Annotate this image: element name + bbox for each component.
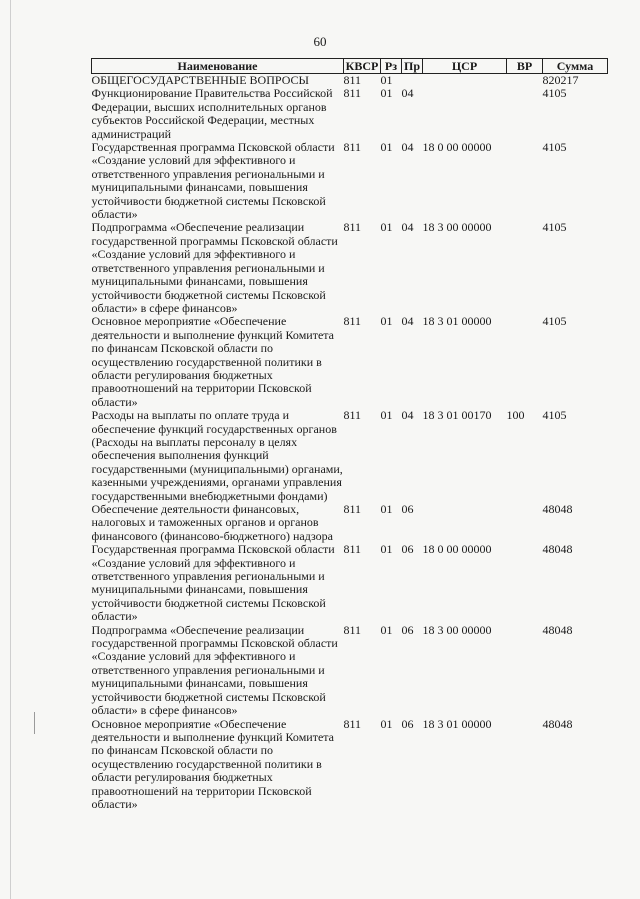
cell-vr xyxy=(507,74,543,88)
table-row xyxy=(92,221,608,315)
table-row xyxy=(92,624,608,718)
table-body xyxy=(92,74,608,812)
cell-sum: 48048 xyxy=(542,502,573,516)
cell-kvsr: 811 xyxy=(343,716,362,731)
table-row xyxy=(92,409,608,503)
cell-vr xyxy=(507,543,543,623)
cell-sum: 48048 xyxy=(542,622,573,637)
table-row xyxy=(92,543,608,623)
cell-kvsr: 811 xyxy=(343,502,362,516)
cell-rz: 01 xyxy=(380,622,393,637)
cell-sum: 4105 xyxy=(542,86,567,101)
header-sum: Сумма xyxy=(543,59,608,74)
cell-pr: 06 xyxy=(401,622,414,637)
cell-name: Основное мероприятие «Обеспечение деятельности и выполнение функций Комитета по финансам Псковской области по осуществлению государственной политики в области регулирования бюджетных правоотношений на территории Псковской области» xyxy=(91,314,334,409)
cell-vr xyxy=(507,141,543,221)
table-row xyxy=(92,141,608,221)
cell-rz: 01 xyxy=(380,542,393,557)
table-row xyxy=(92,718,608,812)
budget-table xyxy=(91,58,608,811)
scan-edge-line xyxy=(10,0,11,899)
cell-name: Основное мероприятие «Обеспечение деятельности и выполнение функций Комитета по финансам Псковской области по осуществлению государственной политики в области регулирования бюджетных правоотношений на территории Псковской области» xyxy=(91,716,334,811)
cell-rz: 01 xyxy=(380,73,393,87)
cell-sum: 4105 xyxy=(542,140,567,155)
cell-csr xyxy=(423,74,507,88)
cell-name: Государственная программа Псковской области «Создание условий для эффективного и ответственного управления региональными и муниципальными финансами, повышения устойчивости бюджетной системы Псковской области» xyxy=(91,542,335,624)
cell-sum: 48048 xyxy=(542,716,573,731)
table-row xyxy=(92,87,608,141)
cell-rz: 01 xyxy=(380,408,393,423)
cell-vr xyxy=(507,503,543,543)
cell-vr xyxy=(507,221,543,315)
cell-pr: 04 xyxy=(401,220,414,235)
header-csr: ЦСР xyxy=(423,59,507,74)
cell-sum: 48048 xyxy=(542,542,573,557)
table-row xyxy=(92,503,608,543)
cell-rz: 01 xyxy=(380,314,393,329)
cell-pr: 04 xyxy=(401,314,414,329)
table-row xyxy=(92,315,608,409)
cell-csr: 18 0 00 00000 xyxy=(422,542,492,557)
cell-rz: 01 xyxy=(380,86,393,101)
cell-kvsr: 811 xyxy=(343,542,362,557)
cell-kvsr: 811 xyxy=(343,220,362,235)
header-kvsr: КВСР xyxy=(344,59,381,74)
page-number: 60 xyxy=(313,34,327,49)
header-vr: ВР xyxy=(507,59,543,74)
cell-kvsr: 811 xyxy=(343,73,362,87)
cell-csr: 18 3 01 00000 xyxy=(422,716,492,731)
cell-csr: 18 3 01 00000 xyxy=(422,314,492,329)
cell-name: Обеспечение деятельности финансовых, налоговых и таможенных органов и органов финансового (финансово-бюджетного) надзора xyxy=(91,502,333,543)
header-rz: Рз xyxy=(381,59,402,74)
cell-kvsr: 811 xyxy=(343,314,362,329)
cell-kvsr: 811 xyxy=(343,408,362,423)
table-row xyxy=(92,74,608,88)
cell-name: Расходы на выплаты по оплате труда и обеспечение функций государственных органов (Расходы на выплаты персоналу в целях обеспечения выполнения функций государственными (муниципальными) органами, казенными учреждениями, органами управления государственными внебюджетными фондами) xyxy=(91,408,343,503)
cell-sum: 820217 xyxy=(542,73,579,87)
cell-vr xyxy=(507,315,543,409)
cell-kvsr: 811 xyxy=(343,140,362,155)
cell-pr xyxy=(402,74,423,88)
cell-rz: 01 xyxy=(380,716,393,731)
cell-vr xyxy=(507,624,543,718)
cell-csr xyxy=(423,87,507,141)
header-pr: Пр xyxy=(402,59,423,74)
cell-pr: 04 xyxy=(401,140,414,155)
cell-name: ОБЩЕГОСУДАРСТВЕННЫЕ ВОПРОСЫ xyxy=(91,73,309,87)
cell-csr: 18 0 00 00000 xyxy=(422,140,492,155)
cell-csr: 18 3 00 00000 xyxy=(422,220,492,235)
cell-pr: 06 xyxy=(401,502,414,516)
cell-vr xyxy=(507,718,543,812)
cell-csr: 18 3 00 00000 xyxy=(422,622,492,637)
cell-name: Функционирование Правительства Российской Федерации, высших исполнительных органов субъектов Российской Федерации, местных администраций xyxy=(91,86,333,141)
cell-rz: 01 xyxy=(380,502,393,516)
scan-artifact-mark xyxy=(34,712,35,734)
cell-pr: 04 xyxy=(401,86,414,101)
cell-sum: 4105 xyxy=(542,314,567,329)
cell-vr: 100 xyxy=(506,408,525,423)
cell-pr: 04 xyxy=(401,408,414,423)
cell-vr xyxy=(507,87,543,141)
cell-csr xyxy=(423,503,507,543)
cell-name: Подпрограмма «Обеспечение реализации государственной программы Псковской области «Создание условий для эффективного и ответственного управления региональными и муниципальными финансами, повышения устойчивости бюджетной системы Псковской области» в сфере финансов» xyxy=(91,220,338,315)
cell-pr: 06 xyxy=(401,716,414,731)
header-name: Наименование xyxy=(92,59,344,74)
cell-pr: 06 xyxy=(401,542,414,557)
cell-name: Подпрограмма «Обеспечение реализации государственной программы Псковской области «Создание условий для эффективного и ответственного управления региональными и муниципальными финансами, повышения устойчивости бюджетной системы Псковской области» в сфере финансов» xyxy=(91,622,338,718)
cell-sum: 4105 xyxy=(542,220,567,235)
cell-kvsr: 811 xyxy=(343,86,362,101)
cell-kvsr: 811 xyxy=(343,622,362,637)
cell-csr: 18 3 01 00170 xyxy=(422,408,492,423)
cell-rz: 01 xyxy=(380,140,393,155)
cell-sum: 4105 xyxy=(542,408,567,423)
cell-rz: 01 xyxy=(380,220,393,235)
cell-name: Государственная программа Псковской области «Создание условий для эффективного и ответственного управления региональными и муниципальными финансами, повышения устойчивости бюджетной системы Псковской области» xyxy=(91,140,335,222)
table-header xyxy=(92,59,608,74)
